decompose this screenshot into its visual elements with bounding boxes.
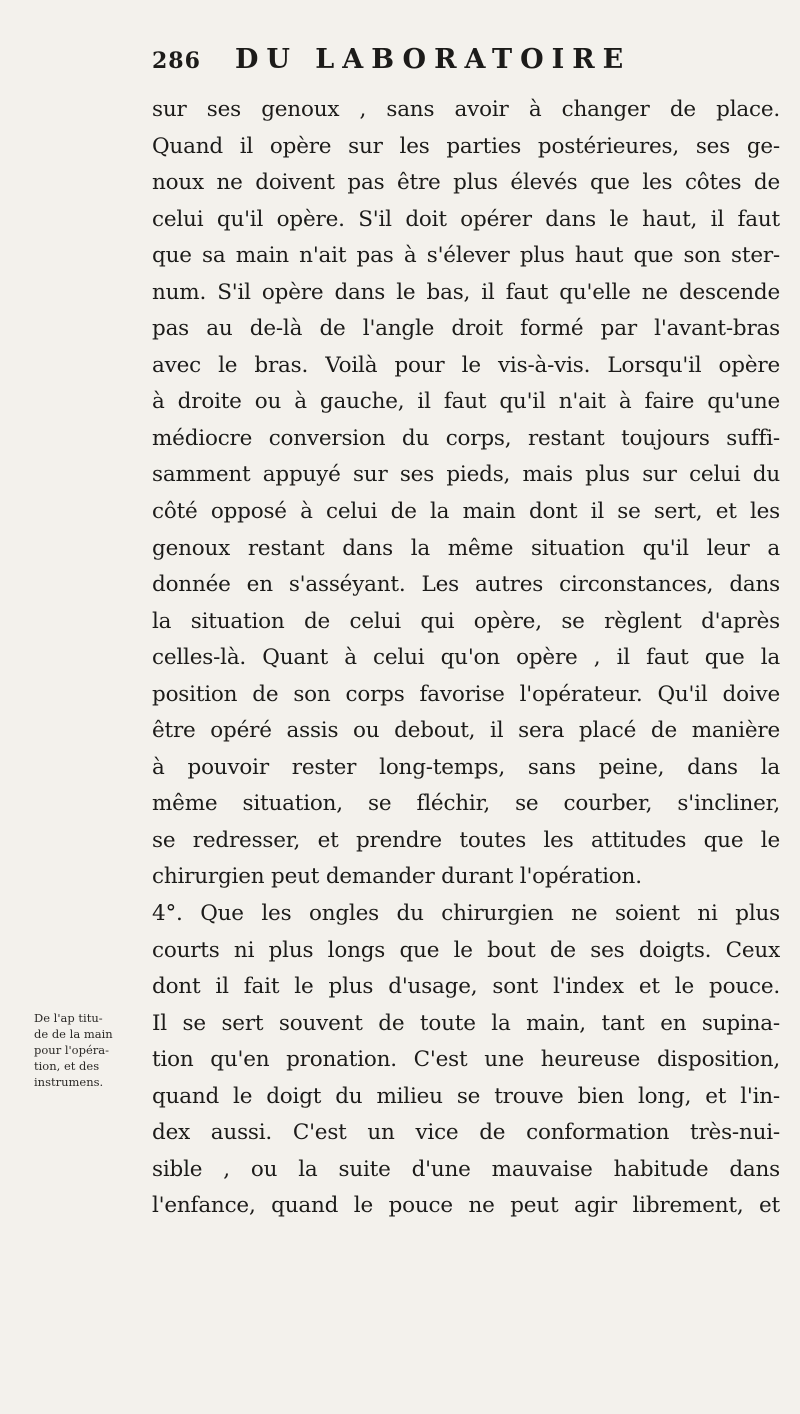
text-line: celles-là. Quant à celui qu'on opère , il faut que la [152,645,780,671]
page-header [152,44,772,84]
text-line: avec le bras. Voilà pour le vis-à-vis. Lorsqu'il opère [152,352,780,378]
text-line: que sa main n'ait pas à s'élever plus haut que son ster- [152,243,780,269]
text-line: être opéré assis ou debout, il sera placé de manière [152,718,780,744]
margin-note-line: instrumens. [34,1075,104,1089]
text-line: quand le doigt du milieu se trouve bien long, et l'in- [152,1083,780,1109]
text-line: dex aussi. C'est un vice de conformation très-nui- [152,1120,780,1146]
text-line: 4°. Que les ongles du chirurgien ne soient ni plus [152,901,780,927]
text-line: donnée en s'asséyant. Les autres circonstances, dans [152,572,780,598]
text-line: Quand il opère sur les parties postérieures, ses ge- [152,133,780,159]
text-line: celui qu'il opère. S'il doit opérer dans le haut, il faut [152,206,780,232]
text-line: côté opposé à celui de la main dont il se sert, et les [152,499,780,525]
text-line: dont il fait le plus d'usage, sont l'index et le pouce. [152,974,780,1000]
text-line: à pouvoir rester long-temps, sans peine, dans la [152,754,780,780]
text-line: la situation de celui qui opère, se règlent d'après [152,608,780,634]
text-line: genoux restant dans la même situation qu'il leur a [152,535,780,561]
text-line: sur ses genoux , sans avoir à changer de place. [152,97,780,122]
margin-note-line: tion, et des [34,1059,100,1073]
text-line: sible , ou la suite d'une mauvaise habitude dans [152,1156,780,1182]
text-line: tion qu'en pronation. C'est une heureuse disposition, [152,1047,780,1073]
text-line: médiocre conversion du corps, restant toujours suffi- [152,425,780,451]
text-line: l'enfance, quand le pouce ne peut agir librement, et [152,1193,780,1219]
text-line: se redresser, et prendre toutes les attitudes que le [152,827,780,853]
text-line: chirurgien peut demander durant l'opération. [152,864,642,890]
page-number: 286 [152,48,201,74]
text-line: samment appuyé sur ses pieds, mais plus sur celui du [152,462,780,488]
body-text [152,92,780,1225]
text-line: Il se sert souvent de toute la main, tant en supina- [152,1010,780,1036]
text-line: courts ni plus longs que le bout de ses doigts. Ceux [152,937,780,963]
margin-note-line: De l'ap titu- [34,1011,103,1025]
text-line: num. S'il opère dans le bas, il faut qu'elle ne descende [152,279,780,305]
text-line: pas au de-là de l'angle droit formé par l'avant-bras [152,316,780,342]
margin-note-line: pour l'opéra- [34,1043,110,1057]
running-title: DU LABORATOIRE [234,44,632,75]
text-line: même situation, se fléchir, se courber, s'incliner, [152,791,780,817]
text-line: position de son corps favorise l'opérateur. Qu'il doive [152,681,780,707]
text-line: noux ne doivent pas être plus élevés que les côtes de [152,170,780,196]
margin-note [34,1010,152,1090]
text-line: à droite ou à gauche, il faut qu'il n'ait à faire qu'une [152,389,780,415]
margin-note-line: de de la main [34,1027,113,1041]
